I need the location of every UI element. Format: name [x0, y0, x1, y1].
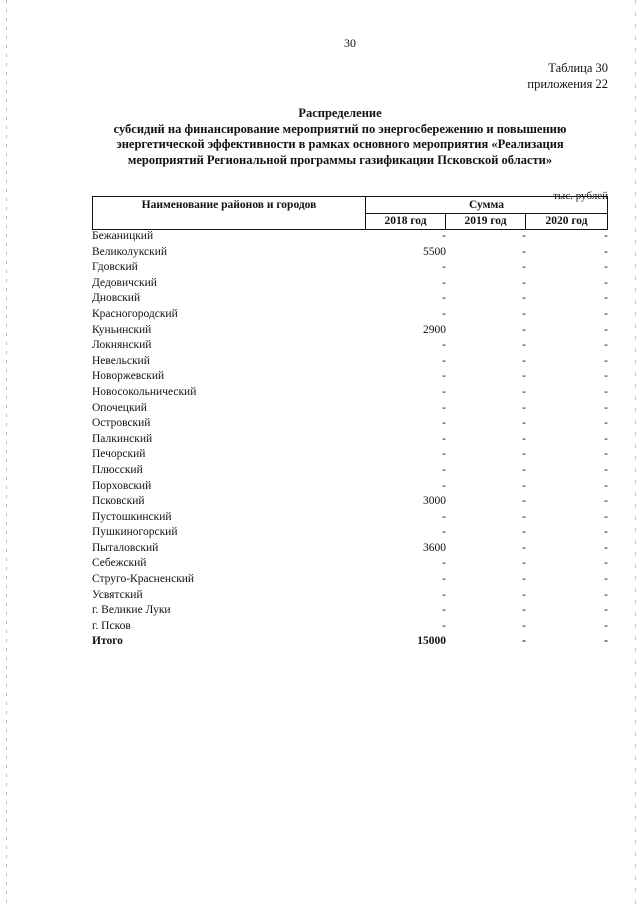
table-row [92, 603, 612, 619]
value-2018: - [442, 526, 446, 539]
district-name: Усвятский [92, 588, 143, 601]
district-name: Струго-Красненский [92, 573, 195, 586]
district-name: Порховский [92, 479, 152, 492]
value-2020: - [604, 448, 608, 461]
value-2018: - [442, 370, 446, 383]
district-name: г. Великие Луки [92, 604, 171, 617]
value-2020: - [604, 417, 608, 430]
district-name: Опочецкий [92, 401, 147, 414]
value-2020: - [604, 401, 608, 414]
value-2018: - [442, 588, 446, 601]
district-name: Новоржевский [92, 370, 165, 383]
value-2020: - [604, 526, 608, 539]
table-row [92, 494, 612, 510]
value-2020: - [604, 385, 608, 398]
value-2020: - [604, 588, 608, 601]
value-2019: - [522, 417, 526, 430]
value-2020: - [604, 510, 608, 523]
value-2020: - [604, 292, 608, 305]
value-2019: - [522, 619, 526, 632]
header-name-column: Наименование районов и городов [93, 197, 366, 229]
value-2018: - [442, 510, 446, 523]
table-row [92, 479, 612, 495]
value-2018: 3000 [423, 495, 446, 508]
table-row [92, 525, 612, 541]
value-2020: - [604, 276, 608, 289]
table-row [92, 229, 612, 245]
table-row [92, 588, 612, 604]
title-line4: мероприятий Региональной программы газификации Псковской области» [127, 152, 553, 167]
district-name: Печорский [92, 448, 146, 461]
value-2019: - [522, 557, 526, 570]
header-year-2019: 2019 год [446, 213, 526, 229]
table-row [92, 447, 612, 463]
table-row [92, 260, 612, 276]
title-line3: энергетической эффективности в рамках основного мероприятия «Реализация [116, 137, 564, 151]
value-2018: - [442, 448, 446, 461]
value-2018: - [442, 354, 446, 367]
value-2018: - [442, 401, 446, 414]
header-sum: Сумма [366, 197, 607, 214]
document-title [60, 106, 620, 168]
value-2018: 3600 [423, 541, 446, 554]
table-header [92, 196, 608, 230]
district-name: Палкинский [92, 432, 153, 445]
district-name: Невельский [92, 354, 150, 367]
district-name: Локнянский [92, 339, 152, 352]
value-2018: - [442, 619, 446, 632]
table-row [92, 401, 612, 417]
value-2019: - [522, 261, 526, 274]
value-2018: - [442, 573, 446, 586]
value-2020: - [604, 573, 608, 586]
district-name: Пыталовский [92, 541, 159, 554]
district-name: Итого [92, 635, 123, 648]
scan-edge-right [635, 0, 636, 905]
value-2020: - [604, 495, 608, 508]
value-2020: - [604, 463, 608, 476]
value-2018: - [442, 261, 446, 274]
district-name: Плюсский [92, 463, 143, 476]
table-row [92, 369, 612, 385]
value-2019: - [522, 526, 526, 539]
value-2020: - [604, 370, 608, 383]
header-year-2020: 2020 год [545, 215, 588, 227]
table-row [92, 323, 612, 339]
value-2019: - [522, 463, 526, 476]
district-name: Дновский [92, 292, 141, 305]
table-row [92, 245, 612, 261]
table-row [92, 291, 612, 307]
table-row [92, 307, 612, 323]
district-name: Бежаницкий [92, 230, 154, 242]
district-name: Дедовичский [92, 276, 157, 289]
district-name: Себежский [92, 557, 147, 570]
district-name: Пустошкинский [92, 510, 172, 523]
district-name: Псковский [92, 495, 145, 508]
value-2020: - [604, 541, 608, 554]
district-name: Пушкиногорский [92, 526, 178, 539]
value-2020: - [604, 557, 608, 570]
value-2020: - [604, 619, 608, 632]
value-2019: - [522, 385, 526, 398]
value-2020: - [604, 261, 608, 274]
value-2019: - [522, 448, 526, 461]
value-2020: - [604, 307, 608, 320]
table-row [92, 432, 612, 448]
value-2018: - [442, 479, 446, 492]
table-reference-line1: Таблица 30 [548, 61, 608, 75]
value-2019: - [522, 479, 526, 492]
value-2018: - [442, 417, 446, 430]
table-row [92, 619, 612, 635]
district-name: Куньинский [92, 323, 152, 336]
value-2018: - [442, 276, 446, 289]
value-2018: - [442, 385, 446, 398]
value-2019: - [522, 370, 526, 383]
table-row [92, 276, 612, 292]
value-2020: - [604, 230, 608, 242]
value-2019: - [522, 323, 526, 336]
title-line2: субсидий на финансирование мероприятий по энергосбережению и повышению [113, 121, 567, 136]
value-2019: - [522, 276, 526, 289]
value-2018: - [442, 432, 446, 445]
value-2020: - [604, 339, 608, 352]
table-row [92, 385, 612, 401]
value-2018: 5500 [423, 245, 446, 258]
value-2018: 2900 [423, 323, 446, 336]
table-reference-line2: приложения 22 [527, 77, 608, 91]
value-2020: - [604, 323, 608, 336]
value-2019: - [522, 510, 526, 523]
table-row [92, 541, 612, 557]
district-name: Великолукский [92, 245, 168, 258]
value-2020: - [604, 635, 608, 648]
table-row [92, 338, 612, 354]
district-name: Новосокольнический [92, 385, 197, 398]
table-row [92, 463, 612, 479]
table-row [92, 556, 612, 572]
value-2018: 15000 [417, 635, 446, 648]
district-name: Гдовский [92, 261, 138, 274]
value-2019: - [522, 432, 526, 445]
page-number: 30 [344, 36, 356, 50]
value-2018: - [442, 307, 446, 320]
value-2019: - [522, 230, 526, 242]
value-2019: - [522, 573, 526, 586]
value-2020: - [604, 604, 608, 617]
value-2020: - [604, 432, 608, 445]
table-reference [527, 60, 608, 92]
title-line1: Распределение [298, 106, 382, 120]
value-2020: - [604, 245, 608, 258]
value-2019: - [522, 635, 526, 648]
table-row [92, 510, 612, 526]
district-name: Островский [92, 417, 151, 430]
table-row [92, 416, 612, 432]
table-row [92, 572, 612, 588]
table-row [92, 354, 612, 370]
value-2019: - [522, 339, 526, 352]
value-2018: - [442, 230, 446, 242]
value-2020: - [604, 479, 608, 492]
table-body [92, 229, 612, 650]
header-year-2018: 2018 год [366, 213, 446, 229]
value-2018: - [442, 604, 446, 617]
value-2019: - [522, 588, 526, 601]
value-2018: - [442, 339, 446, 352]
unit-label: тыс. рублей [553, 190, 608, 202]
value-2019: - [522, 495, 526, 508]
total-row [92, 634, 612, 650]
value-2018: - [442, 557, 446, 570]
value-2020: - [604, 354, 608, 367]
scan-edge-left [6, 0, 7, 905]
district-name: г. Псков [92, 619, 131, 632]
value-2019: - [522, 541, 526, 554]
value-2019: - [522, 604, 526, 617]
value-2018: - [442, 292, 446, 305]
district-name: Красногородский [92, 307, 178, 320]
value-2019: - [522, 354, 526, 367]
value-2019: - [522, 401, 526, 414]
value-2019: - [522, 245, 526, 258]
value-2018: - [442, 463, 446, 476]
value-2019: - [522, 307, 526, 320]
value-2019: - [522, 292, 526, 305]
